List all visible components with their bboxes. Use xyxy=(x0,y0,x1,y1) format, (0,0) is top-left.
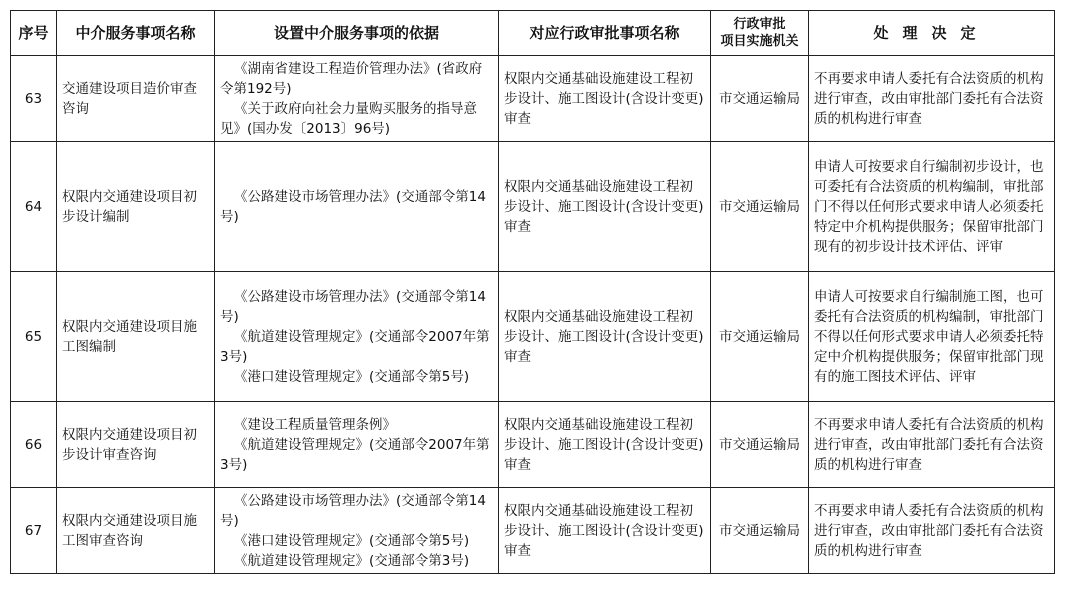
basis-line: 《关于政府向社会力量购买服务的指导意见》(国办发〔2013〕96号) xyxy=(220,100,477,137)
table-row xyxy=(11,142,1055,272)
implementing-agency: 市交通运输局 xyxy=(711,488,809,574)
header-decision: 处理决定 xyxy=(809,11,1055,56)
implementing-agency: 市交通运输局 xyxy=(711,142,809,272)
table-row xyxy=(11,402,1055,488)
decision-cell xyxy=(809,272,1055,402)
header-row xyxy=(11,11,1055,56)
service-item-name: 权限内交通建设项目初步设计审查咨询 xyxy=(57,402,215,488)
row-number: 63 xyxy=(11,56,57,142)
basis-line: 《湖南省建设工程造价管理办法》(省政府令第192号) xyxy=(220,60,483,97)
table-row xyxy=(11,272,1055,402)
basis-line: 《公路建设市场管理办法》(交通部令第14号) xyxy=(220,492,486,529)
service-item-name: 权限内交通建设项目初步设计编制 xyxy=(57,142,215,272)
row-number: 65 xyxy=(11,272,57,402)
row-number: 66 xyxy=(11,402,57,488)
decision-cell xyxy=(809,56,1055,142)
header-no: 序号 xyxy=(11,11,57,56)
row-number: 64 xyxy=(11,142,57,272)
approval-item-name: 权限内交通基础设施建设工程初步设计、施工图设计(含设计变更)审查 xyxy=(499,272,711,402)
basis-line: 《航道建设管理规定》(交通部令2007年第3号) xyxy=(220,436,490,473)
decision-text: 申请人可按要求自行编制初步设计，也可委托有合法资质的机构编制，审批部门不得以任何形式要求申请人必须委托特定中介机构提供服务；保留审批部门现有的初步设计技术评估、评审 xyxy=(814,158,1044,255)
basis-line: 《航道建设管理规定》(交通部令第3号) xyxy=(234,552,470,569)
approval-item-name: 权限内交通基础设施建设工程初步设计、施工图设计(含设计变更)审查 xyxy=(499,56,711,142)
service-basis xyxy=(215,402,499,488)
basis-line: 《港口建设管理规定》(交通部令第5号) xyxy=(234,532,470,549)
service-basis xyxy=(215,488,499,574)
basis-line: 《公路建设市场管理办法》(交通部令第14号) xyxy=(220,188,486,225)
basis-line: 《航道建设管理规定》(交通部令2007年第3号) xyxy=(220,328,490,365)
header-agency xyxy=(711,11,809,56)
intermediary-services-table xyxy=(10,10,1055,574)
service-basis xyxy=(215,142,499,272)
basis-line: 《公路建设市场管理办法》(交通部令第14号) xyxy=(220,288,486,325)
approval-item-name: 权限内交通基础设施建设工程初步设计、施工图设计(含设计变更)审查 xyxy=(499,488,711,574)
header-approval: 对应行政审批事项名称 xyxy=(499,11,711,56)
implementing-agency: 市交通运输局 xyxy=(711,402,809,488)
header-basis: 设置中介服务事项的依据 xyxy=(215,11,499,56)
header-agency-line2: 项目实施机关 xyxy=(720,34,799,49)
service-item-name: 权限内交通建设项目施工图审查咨询 xyxy=(57,488,215,574)
basis-line: 《建设工程质量管理条例》 xyxy=(234,416,396,433)
table-row xyxy=(11,56,1055,142)
implementing-agency: 市交通运输局 xyxy=(711,272,809,402)
service-basis xyxy=(215,272,499,402)
table-body xyxy=(11,56,1055,574)
approval-item-name: 权限内交通基础设施建设工程初步设计、施工图设计(含设计变更)审查 xyxy=(499,142,711,272)
approval-item-name: 权限内交通基础设施建设工程初步设计、施工图设计(含设计变更)审查 xyxy=(499,402,711,488)
decision-text: 不再要求申请人委托有合法资质的机构进行审查，改由审批部门委托有合法资质的机构进行审查 xyxy=(814,502,1044,559)
table-row xyxy=(11,488,1055,574)
decision-cell xyxy=(809,488,1055,574)
decision-cell xyxy=(809,142,1055,272)
decision-text: 不再要求申请人委托有合法资质的机构进行审查，改由审批部门委托有合法资质的机构进行审查 xyxy=(814,416,1044,473)
service-item-name: 交通建设项目造价审查咨询 xyxy=(57,56,215,142)
decision-text: 申请人可按要求自行编制施工图，也可委托有合法资质的机构编制，审批部门不得以任何形式要求申请人必须委托特定中介机构提供服务；保留审批部门现有的施工图技术评估、评审 xyxy=(814,288,1044,385)
table-header xyxy=(11,11,1055,56)
service-basis xyxy=(215,56,499,142)
basis-line: 《港口建设管理规定》(交通部令第5号) xyxy=(234,368,470,385)
header-agency-line1: 行政审批 xyxy=(733,17,786,32)
service-item-name: 权限内交通建设项目施工图编制 xyxy=(57,272,215,402)
row-number: 67 xyxy=(11,488,57,574)
header-item: 中介服务事项名称 xyxy=(57,11,215,56)
implementing-agency: 市交通运输局 xyxy=(711,56,809,142)
decision-text: 不再要求申请人委托有合法资质的机构进行审查，改由审批部门委托有合法资质的机构进行审查 xyxy=(814,70,1044,127)
decision-cell xyxy=(809,402,1055,488)
